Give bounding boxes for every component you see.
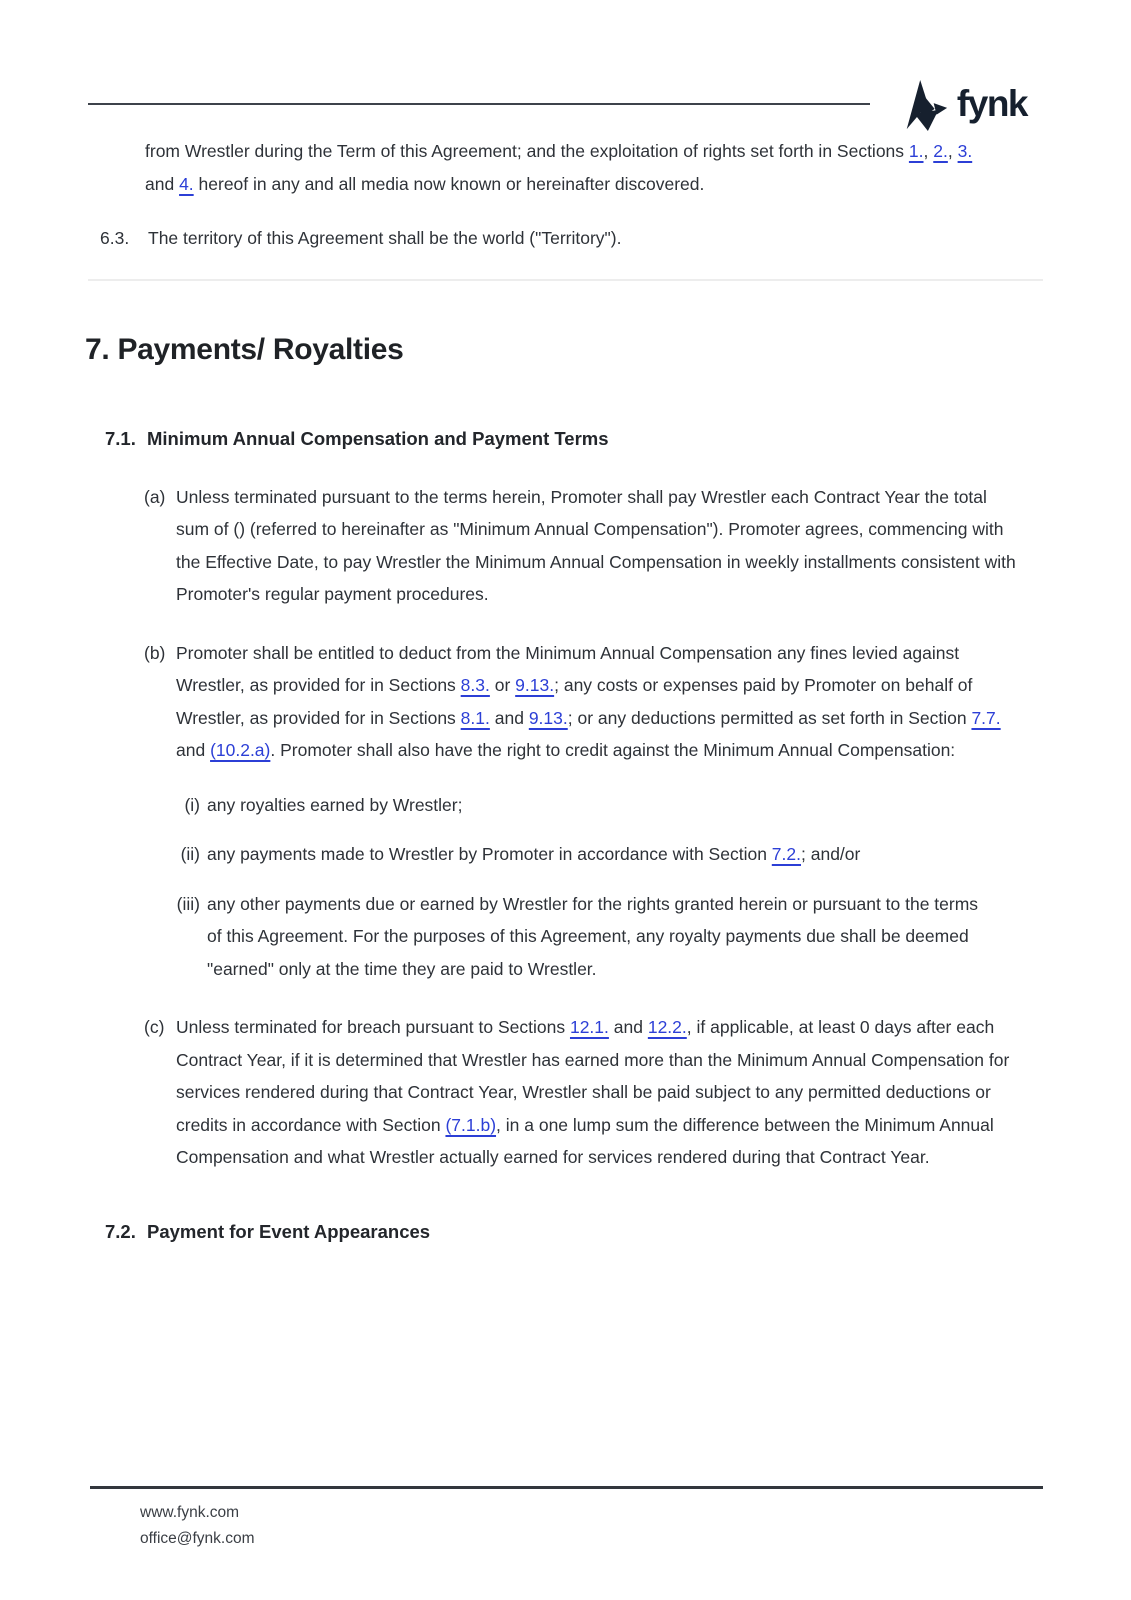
- text-run: and: [145, 173, 180, 194]
- text-run: Promoter shall be entitled to deduct from the Minimum Annual Compensation any fines levied against Wrestler, as provided for in Sections: [176, 642, 960, 695]
- roman-list-item-ii: [145, 838, 1131, 871]
- subsection-7-1-heading: [105, 427, 1131, 451]
- text-run: Unless terminated pursuant to the terms herein, Promoter shall pay Wrestler each Contract Year the total sum of () (referred to hereinafter as "Minimum Annual Compensation"). Promoter agrees, commencing with the Effective Date, to pay Wrestler the Minimum Annual Compensation in weekly installments consistent with Promoter's regular payment procedures.: [176, 486, 1016, 604]
- text-run: ; and/or: [801, 844, 861, 864]
- section-divider: [88, 279, 1043, 281]
- list-item-c: [144, 1011, 1131, 1174]
- section-ref-link[interactable]: 4.: [179, 173, 194, 194]
- list-item-b: [144, 637, 1131, 767]
- list-item-a: [144, 481, 1131, 611]
- section-ref-link[interactable]: 1.: [908, 141, 924, 161]
- origami-bird-icon: [900, 80, 950, 132]
- text-run: and: [176, 740, 211, 760]
- section-ref-link[interactable]: 9.13.: [528, 707, 568, 728]
- footer-rule: [90, 1486, 1043, 1489]
- text-run: , if applicable, at least 0 days after each Contract Year, if it is determined that Wrestler has earned more than the Minimum Annual Compensation for services rendered during that Contract Year, Wrestler shall be paid subject to any permitted deductions or credits in accordance with Section: [176, 1017, 1010, 1135]
- text-run: any payments made to Wrestler by Promoter in accordance with Section: [207, 844, 772, 864]
- list-marker: (i): [184, 794, 200, 815]
- roman-list-item-i: [145, 789, 1131, 822]
- text-run: , in a one lump sum the difference between the Minimum Annual Compensation and what Wrestler actually earned for services rendered during that Contract Year.: [176, 1114, 994, 1167]
- section-ref-link[interactable]: (10.2.a): [210, 740, 271, 760]
- section-ref-link[interactable]: 7.7.: [971, 707, 1001, 728]
- paragraph-continuation: [145, 135, 1003, 200]
- footer: [140, 1500, 255, 1552]
- list-item-text: [176, 481, 1016, 611]
- list-item-text: [207, 888, 979, 986]
- text-run: ; any costs or expenses paid by Promoter on behalf of Wrestler, as provided for in Sections: [176, 675, 973, 728]
- section-7-heading: 7. Payments/ Royalties: [85, 332, 404, 366]
- clause-text: The territory of this Agreement shall be the world ("Territory").: [148, 228, 622, 248]
- section-ref-link[interactable]: 12.2.: [647, 1017, 687, 1037]
- text-run: ,: [923, 141, 934, 161]
- text-run: ,: [947, 141, 958, 161]
- brand-logo: [900, 80, 1027, 132]
- list-item-text: [176, 1011, 1016, 1174]
- text-run: and: [489, 707, 529, 728]
- text-run: and: [608, 1017, 648, 1037]
- list-item-text: [176, 637, 1016, 767]
- clause-6-3: [100, 222, 1131, 255]
- list-marker: (ii): [180, 844, 200, 864]
- text-run: hereof in any and all media now known or hereinafter discovered.: [193, 173, 705, 194]
- section-ref-link[interactable]: 8.1.: [460, 707, 490, 728]
- list-item-text: [207, 789, 979, 822]
- footer-email: office@fynk.com: [140, 1530, 255, 1547]
- section-ref-link[interactable]: 2.: [933, 141, 948, 161]
- subsection-number: 7.2.: [105, 1220, 136, 1242]
- section-ref-link[interactable]: 3.: [957, 141, 973, 161]
- list-marker: (c): [144, 1017, 165, 1037]
- roman-list-item-iii: [145, 888, 1131, 986]
- section-ref-link[interactable]: (7.1.b): [445, 1114, 497, 1135]
- section-ref-link[interactable]: 9.13.: [515, 675, 555, 695]
- section-ref-link[interactable]: 8.3.: [460, 675, 490, 695]
- list-item-text: [207, 838, 979, 871]
- clause-number: 6.3.: [100, 228, 130, 248]
- text-run: Unless terminated for breach pursuant to Sections: [176, 1017, 570, 1037]
- text-run: . Promoter shall also have the right to credit against the Minimum Annual Compensation:: [270, 740, 956, 760]
- header-rule: [88, 103, 870, 105]
- brand-logo-text: fynk: [956, 82, 1027, 124]
- text-run: or: [489, 675, 516, 695]
- section-ref-link[interactable]: 7.2.: [771, 844, 801, 864]
- list-marker: (iii): [176, 893, 200, 914]
- text-run: any other payments due or earned by Wrestler for the rights granted herein or pursuant to the terms of this Agreement. For the purposes of this Agreement, any royalty payments due shall be deemed "earned" only at the time they are paid to Wrestler.: [207, 893, 979, 979]
- subsection-number: 7.1.: [105, 427, 136, 449]
- text-run: ; or any deductions permitted as set forth in Section: [567, 707, 972, 728]
- subsection-title: Minimum Annual Compensation and Payment Terms: [147, 427, 609, 449]
- list-marker: (a): [144, 486, 166, 507]
- list-marker: (b): [144, 642, 166, 663]
- section-ref-link[interactable]: 12.1.: [569, 1017, 609, 1037]
- footer-website: www.fynk.com: [140, 1504, 240, 1521]
- subsection-title: Payment for Event Appearances: [147, 1220, 431, 1242]
- subsection-7-2-heading: [105, 1220, 1131, 1244]
- text-run: any royalties earned by Wrestler;: [207, 794, 463, 815]
- text-run: from Wrestler during the Term of this Agreement; and the exploitation of rights set forth in Sections: [145, 141, 909, 161]
